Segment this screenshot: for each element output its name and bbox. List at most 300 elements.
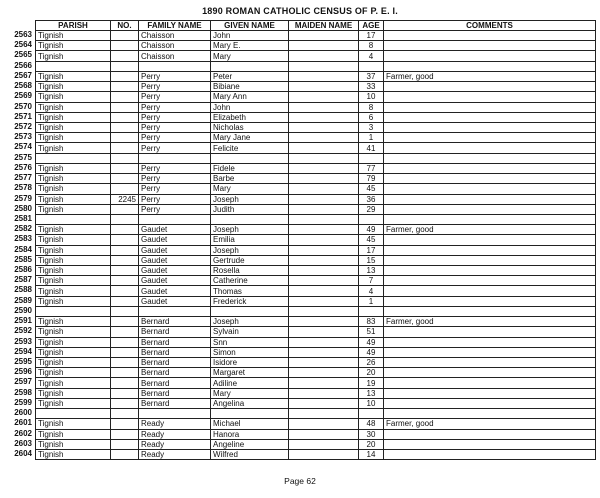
- cell-no: [111, 449, 139, 459]
- cell-no: [111, 419, 139, 429]
- cell-comments: [384, 388, 596, 398]
- cell-comments: [384, 429, 596, 439]
- row-number: 2571: [14, 111, 32, 121]
- cell-family-name: [139, 214, 211, 224]
- cell-family-name: Gaudet: [139, 225, 211, 235]
- cell-family-name: Gaudet: [139, 296, 211, 306]
- cell-comments: Farmer, good: [384, 419, 596, 429]
- cell-family-name: Perry: [139, 122, 211, 132]
- cell-comments: [384, 122, 596, 132]
- table-row: [36, 133, 596, 143]
- cell-family-name: Chaisson: [139, 41, 211, 51]
- table-row: [36, 368, 596, 378]
- cell-family-name: Bernard: [139, 358, 211, 368]
- cell-age: 49: [359, 337, 384, 347]
- cell-comments: [384, 286, 596, 296]
- cell-comments: [384, 41, 596, 51]
- cell-given-name: Emilia: [211, 235, 289, 245]
- cell-age: [359, 214, 384, 224]
- row-number: 2583: [14, 234, 32, 244]
- cell-parish: Tignish: [36, 31, 111, 41]
- cell-maiden-name: [289, 214, 359, 224]
- cell-comments: [384, 143, 596, 153]
- cell-family-name: Bernard: [139, 327, 211, 337]
- row-number: 2582: [14, 224, 32, 234]
- cell-maiden-name: [289, 143, 359, 153]
- cell-given-name: Mary Ann: [211, 92, 289, 102]
- table-row: [36, 71, 596, 81]
- cell-given-name: Nicholas: [211, 122, 289, 132]
- table-row: [36, 174, 596, 184]
- header-row: [36, 21, 596, 31]
- cell-no: [111, 439, 139, 449]
- cell-no: [111, 214, 139, 224]
- cell-comments: [384, 31, 596, 41]
- cell-age: 10: [359, 398, 384, 408]
- cell-parish: Tignish: [36, 102, 111, 112]
- cell-comments: [384, 51, 596, 61]
- cell-maiden-name: [289, 419, 359, 429]
- cell-parish: Tignish: [36, 419, 111, 429]
- cell-comments: [384, 266, 596, 276]
- cell-no: [111, 368, 139, 378]
- cell-age: 17: [359, 31, 384, 41]
- cell-maiden-name: [289, 153, 359, 163]
- cell-age: 26: [359, 358, 384, 368]
- cell-no: [111, 31, 139, 41]
- cell-given-name: Peter: [211, 71, 289, 81]
- row-number: 2570: [14, 101, 32, 111]
- row-number: 2573: [14, 132, 32, 142]
- table-row: [36, 439, 596, 449]
- cell-no: [111, 317, 139, 327]
- cell-age: 29: [359, 204, 384, 214]
- table-row: [36, 296, 596, 306]
- cell-age: 45: [359, 235, 384, 245]
- cell-family-name: Bernard: [139, 317, 211, 327]
- row-number: 2574: [14, 142, 32, 152]
- cell-no: [111, 184, 139, 194]
- cell-maiden-name: [289, 184, 359, 194]
- row-number-column: [0, 30, 35, 459]
- cell-parish: [36, 153, 111, 163]
- cell-maiden-name: [289, 358, 359, 368]
- cell-family-name: Perry: [139, 112, 211, 122]
- cell-given-name: [211, 306, 289, 316]
- row-number: 2597: [14, 377, 32, 387]
- cell-age: [359, 409, 384, 419]
- cell-given-name: Frederick: [211, 296, 289, 306]
- cell-no: [111, 296, 139, 306]
- header-family-name: FAMILY NAME: [139, 21, 211, 31]
- cell-no: [111, 429, 139, 439]
- cell-maiden-name: [289, 122, 359, 132]
- table-row: [36, 122, 596, 132]
- table-row: [36, 409, 596, 419]
- cell-no: [111, 102, 139, 112]
- cell-family-name: Chaisson: [139, 31, 211, 41]
- cell-comments: [384, 337, 596, 347]
- cell-age: 20: [359, 368, 384, 378]
- cell-parish: Tignish: [36, 112, 111, 122]
- cell-maiden-name: [289, 409, 359, 419]
- cell-maiden-name: [289, 306, 359, 316]
- cell-family-name: Bernard: [139, 398, 211, 408]
- cell-maiden-name: [289, 102, 359, 112]
- cell-parish: Tignish: [36, 378, 111, 388]
- cell-age: 17: [359, 245, 384, 255]
- cell-given-name: Joseph: [211, 194, 289, 204]
- cell-maiden-name: [289, 92, 359, 102]
- cell-family-name: Perry: [139, 184, 211, 194]
- cell-no: [111, 388, 139, 398]
- cell-no: [111, 327, 139, 337]
- table-row: [36, 143, 596, 153]
- row-number: 2577: [14, 173, 32, 183]
- cell-given-name: Gertrude: [211, 255, 289, 265]
- cell-given-name: Wilfred: [211, 449, 289, 459]
- cell-age: 13: [359, 266, 384, 276]
- cell-no: [111, 337, 139, 347]
- cell-no: [111, 143, 139, 153]
- cell-age: 51: [359, 327, 384, 337]
- cell-parish: Tignish: [36, 358, 111, 368]
- header-age: AGE: [359, 21, 384, 31]
- cell-maiden-name: [289, 388, 359, 398]
- cell-parish: Tignish: [36, 122, 111, 132]
- cell-given-name: Hanora: [211, 429, 289, 439]
- cell-comments: [384, 133, 596, 143]
- cell-family-name: Gaudet: [139, 266, 211, 276]
- row-number: 2600: [14, 408, 32, 418]
- cell-parish: Tignish: [36, 204, 111, 214]
- cell-parish: Tignish: [36, 296, 111, 306]
- cell-comments: [384, 204, 596, 214]
- table-row: [36, 41, 596, 51]
- cell-comments: Farmer, good: [384, 317, 596, 327]
- cell-given-name: Rosella: [211, 266, 289, 276]
- cell-parish: Tignish: [36, 429, 111, 439]
- header-parish: PARISH: [36, 21, 111, 31]
- cell-family-name: [139, 409, 211, 419]
- cell-maiden-name: [289, 235, 359, 245]
- cell-parish: Tignish: [36, 347, 111, 357]
- row-number: 2603: [14, 438, 32, 448]
- cell-given-name: Joseph: [211, 245, 289, 255]
- cell-no: [111, 306, 139, 316]
- cell-family-name: Gaudet: [139, 286, 211, 296]
- cell-no: [111, 358, 139, 368]
- cell-age: 37: [359, 71, 384, 81]
- cell-family-name: Perry: [139, 82, 211, 92]
- cell-parish: Tignish: [36, 286, 111, 296]
- cell-age: 8: [359, 41, 384, 51]
- table-row: [36, 204, 596, 214]
- table-row: [36, 102, 596, 112]
- cell-age: 79: [359, 174, 384, 184]
- cell-family-name: Bernard: [139, 388, 211, 398]
- row-number: 2589: [14, 295, 32, 305]
- row-number: 2578: [14, 183, 32, 193]
- row-number: 2599: [14, 397, 32, 407]
- cell-age: 83: [359, 317, 384, 327]
- table-row: [36, 449, 596, 459]
- cell-no: [111, 174, 139, 184]
- cell-no: [111, 245, 139, 255]
- cell-parish: Tignish: [36, 317, 111, 327]
- row-number: 2588: [14, 285, 32, 295]
- cell-maiden-name: [289, 133, 359, 143]
- table-row: [36, 194, 596, 204]
- cell-maiden-name: [289, 225, 359, 235]
- cell-parish: Tignish: [36, 327, 111, 337]
- cell-given-name: Joseph: [211, 317, 289, 327]
- header-maiden-name: MAIDEN NAME: [289, 21, 359, 31]
- cell-parish: Tignish: [36, 449, 111, 459]
- cell-no: [111, 41, 139, 51]
- cell-age: 14: [359, 449, 384, 459]
- row-number: 2576: [14, 162, 32, 172]
- cell-comments: [384, 378, 596, 388]
- cell-parish: Tignish: [36, 337, 111, 347]
- cell-family-name: Bernard: [139, 347, 211, 357]
- table-row: [36, 235, 596, 245]
- cell-given-name: Barbe: [211, 174, 289, 184]
- row-number: 2572: [14, 121, 32, 131]
- cell-parish: Tignish: [36, 388, 111, 398]
- cell-given-name: Simon: [211, 347, 289, 357]
- cell-given-name: [211, 214, 289, 224]
- cell-comments: [384, 347, 596, 357]
- table-row: [36, 153, 596, 163]
- page-title: 1890 ROMAN CATHOLIC CENSUS OF P. E. I.: [202, 6, 398, 16]
- cell-no: [111, 92, 139, 102]
- cell-no: [111, 204, 139, 214]
- cell-maiden-name: [289, 429, 359, 439]
- cell-given-name: Angeline: [211, 439, 289, 449]
- table-row: [36, 276, 596, 286]
- table-row: [36, 358, 596, 368]
- cell-comments: [384, 112, 596, 122]
- cell-parish: Tignish: [36, 92, 111, 102]
- cell-family-name: [139, 153, 211, 163]
- cell-no: [111, 235, 139, 245]
- cell-given-name: Angelina: [211, 398, 289, 408]
- cell-parish: Tignish: [36, 184, 111, 194]
- cell-maiden-name: [289, 174, 359, 184]
- cell-maiden-name: [289, 449, 359, 459]
- cell-no: [111, 122, 139, 132]
- cell-parish: Tignish: [36, 245, 111, 255]
- cell-age: 7: [359, 276, 384, 286]
- cell-given-name: Bibiane: [211, 82, 289, 92]
- cell-parish: Tignish: [36, 143, 111, 153]
- cell-maiden-name: [289, 51, 359, 61]
- cell-family-name: [139, 306, 211, 316]
- cell-no: [111, 409, 139, 419]
- cell-family-name: Perry: [139, 92, 211, 102]
- cell-parish: Tignish: [36, 255, 111, 265]
- table-row: [36, 163, 596, 173]
- row-number: 2581: [14, 213, 32, 223]
- cell-no: [111, 82, 139, 92]
- cell-given-name: Sylvain: [211, 327, 289, 337]
- cell-given-name: Snn: [211, 337, 289, 347]
- cell-age: 10: [359, 92, 384, 102]
- cell-family-name: Perry: [139, 71, 211, 81]
- cell-given-name: Thomas: [211, 286, 289, 296]
- cell-given-name: Adiline: [211, 378, 289, 388]
- cell-comments: [384, 409, 596, 419]
- cell-parish: Tignish: [36, 71, 111, 81]
- cell-maiden-name: [289, 439, 359, 449]
- cell-maiden-name: [289, 204, 359, 214]
- table-row: [36, 388, 596, 398]
- cell-family-name: Ready: [139, 449, 211, 459]
- cell-no: [111, 61, 139, 71]
- cell-comments: Farmer, good: [384, 71, 596, 81]
- table-row: [36, 92, 596, 102]
- cell-parish: Tignish: [36, 41, 111, 51]
- cell-given-name: Judith: [211, 204, 289, 214]
- table-row: [36, 184, 596, 194]
- table-row: [36, 82, 596, 92]
- row-number: 2596: [14, 367, 32, 377]
- cell-family-name: Perry: [139, 194, 211, 204]
- cell-parish: Tignish: [36, 398, 111, 408]
- cell-given-name: John: [211, 31, 289, 41]
- cell-family-name: Perry: [139, 163, 211, 173]
- table-row: [36, 255, 596, 265]
- row-number: 2575: [14, 152, 32, 162]
- cell-parish: Tignish: [36, 225, 111, 235]
- cell-maiden-name: [289, 327, 359, 337]
- cell-family-name: Perry: [139, 174, 211, 184]
- cell-comments: [384, 398, 596, 408]
- cell-family-name: Ready: [139, 419, 211, 429]
- table-row: [36, 378, 596, 388]
- row-number: 2592: [14, 326, 32, 336]
- cell-maiden-name: [289, 286, 359, 296]
- cell-age: 13: [359, 388, 384, 398]
- header-no: NO.: [111, 21, 139, 31]
- cell-given-name: [211, 409, 289, 419]
- cell-age: 15: [359, 255, 384, 265]
- table-row: [36, 31, 596, 41]
- cell-comments: [384, 368, 596, 378]
- cell-no: [111, 276, 139, 286]
- cell-maiden-name: [289, 368, 359, 378]
- cell-age: 3: [359, 122, 384, 132]
- cell-comments: [384, 255, 596, 265]
- cell-family-name: Bernard: [139, 368, 211, 378]
- cell-no: [111, 71, 139, 81]
- cell-no: [111, 163, 139, 173]
- cell-maiden-name: [289, 82, 359, 92]
- cell-age: 45: [359, 184, 384, 194]
- cell-given-name: Joseph: [211, 225, 289, 235]
- cell-age: 48: [359, 419, 384, 429]
- cell-parish: Tignish: [36, 133, 111, 143]
- cell-given-name: Mary: [211, 388, 289, 398]
- cell-no: [111, 347, 139, 357]
- table-row: [36, 225, 596, 235]
- row-number: 2566: [14, 60, 32, 70]
- cell-family-name: Bernard: [139, 337, 211, 347]
- cell-comments: [384, 449, 596, 459]
- cell-parish: Tignish: [36, 82, 111, 92]
- cell-comments: [384, 163, 596, 173]
- row-number: 2598: [14, 387, 32, 397]
- cell-age: [359, 153, 384, 163]
- cell-maiden-name: [289, 296, 359, 306]
- header-given-name: GIVEN NAME: [211, 21, 289, 31]
- table-row: [36, 112, 596, 122]
- cell-parish: Tignish: [36, 235, 111, 245]
- table-row: [36, 61, 596, 71]
- cell-family-name: Gaudet: [139, 245, 211, 255]
- cell-maiden-name: [289, 317, 359, 327]
- cell-parish: Tignish: [36, 266, 111, 276]
- cell-comments: [384, 174, 596, 184]
- cell-given-name: Mary Jane: [211, 133, 289, 143]
- cell-family-name: Chaisson: [139, 51, 211, 61]
- row-number: 2594: [14, 346, 32, 356]
- cell-no: 2245: [111, 194, 139, 204]
- cell-maiden-name: [289, 71, 359, 81]
- cell-parish: [36, 306, 111, 316]
- cell-comments: [384, 102, 596, 112]
- cell-maiden-name: [289, 398, 359, 408]
- cell-no: [111, 398, 139, 408]
- row-number: 2585: [14, 254, 32, 264]
- cell-comments: [384, 153, 596, 163]
- table-row: [36, 429, 596, 439]
- cell-given-name: John: [211, 102, 289, 112]
- cell-age: 36: [359, 194, 384, 204]
- table-row: [36, 245, 596, 255]
- row-number: 2567: [14, 70, 32, 80]
- table-row: [36, 214, 596, 224]
- row-number: 2569: [14, 91, 32, 101]
- cell-maiden-name: [289, 276, 359, 286]
- cell-no: [111, 112, 139, 122]
- cell-no: [111, 225, 139, 235]
- cell-comments: [384, 358, 596, 368]
- cell-maiden-name: [289, 347, 359, 357]
- cell-given-name: Mary: [211, 184, 289, 194]
- table-row: [36, 317, 596, 327]
- row-number: 2580: [14, 203, 32, 213]
- cell-maiden-name: [289, 245, 359, 255]
- cell-maiden-name: [289, 61, 359, 71]
- cell-given-name: Fidele: [211, 163, 289, 173]
- cell-family-name: Perry: [139, 133, 211, 143]
- cell-age: 49: [359, 225, 384, 235]
- cell-family-name: Perry: [139, 102, 211, 112]
- cell-maiden-name: [289, 41, 359, 51]
- cell-age: 8: [359, 102, 384, 112]
- cell-maiden-name: [289, 163, 359, 173]
- row-number: 2584: [14, 244, 32, 254]
- cell-given-name: Margaret: [211, 368, 289, 378]
- cell-parish: Tignish: [36, 51, 111, 61]
- table-row: [36, 286, 596, 296]
- cell-comments: [384, 327, 596, 337]
- row-number: 2590: [14, 305, 32, 315]
- cell-given-name: Isidore: [211, 358, 289, 368]
- row-number: 2602: [14, 428, 32, 438]
